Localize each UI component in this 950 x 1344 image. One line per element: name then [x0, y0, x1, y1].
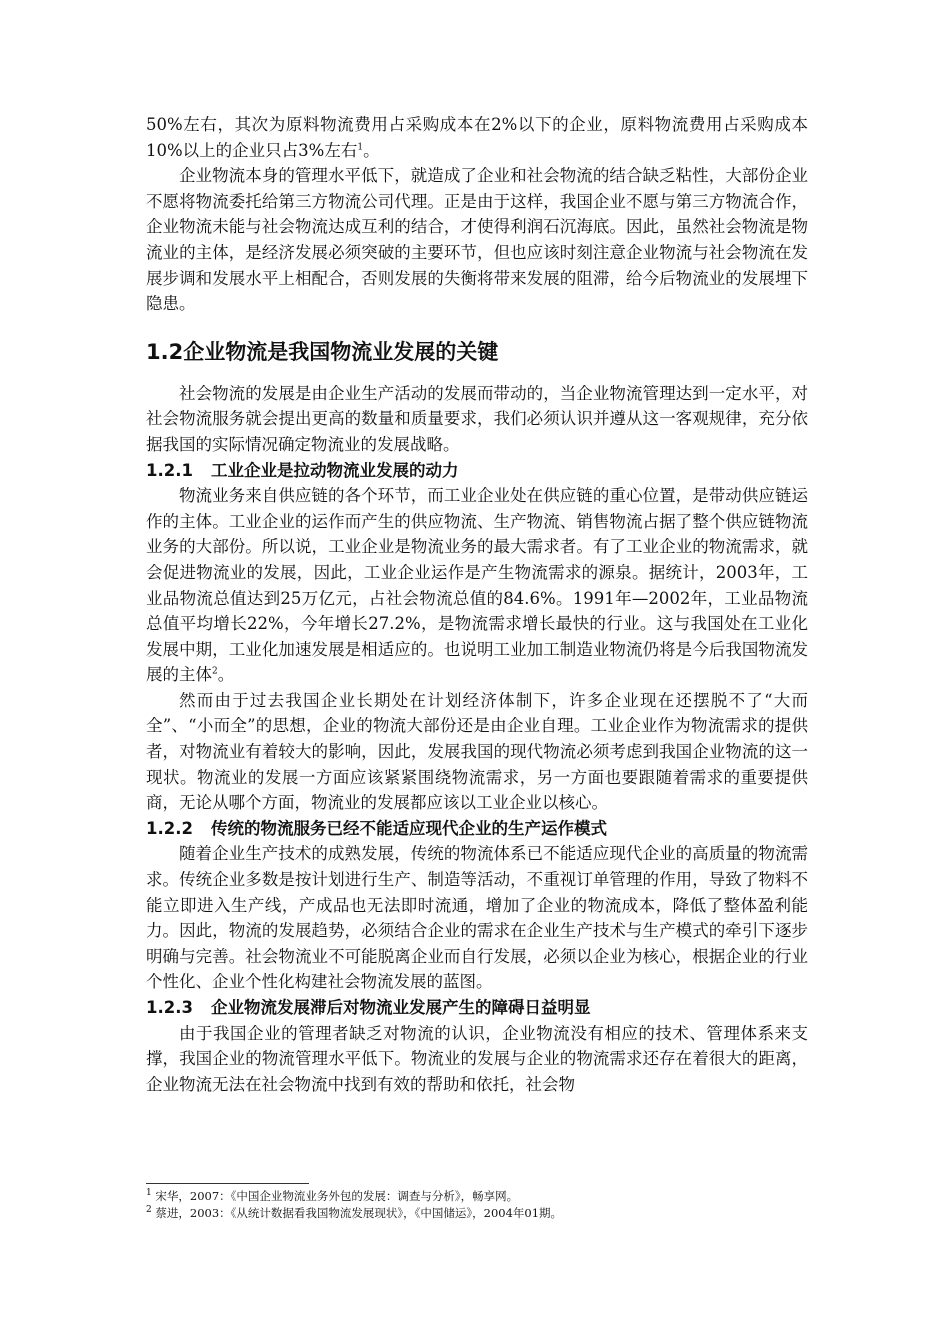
subsection-heading-1-2-1 [146, 458, 808, 484]
footnote-mark: 2 [146, 1205, 152, 1216]
section-1-2-intro: 社会物流的发展是由企业生产活动的发展而带动的，当企业物流管理达到一定水平，对社会物流服务就会提出更高的数量和质量要求，我们必须认识并遵从这一客观规律，充分依据我国的实际情况确定物流业的发展战略。 [146, 383, 808, 454]
subsection-1-2-2-para-1: 随着企业生产技术的成熟发展，传统的物流体系已不能适应现代企业的高质量的物流需求。传统企业多数是按计划进行生产、制造等活动，不重视订单管理的作用，导致了物料不能立即进入生产线，产成品也无法即时流通，增加了企业的物流成本，降低了整体盈利能力。因此，物流的发展趋势，必须结合企业的需求在企业生产技术与生产模式的牵引下逐步明确与完善。社会物流业不可能脱离企业而自行发展，必须以企业为核心，根据企业的行业个性化、企业个性化构建社会物流发展的蓝图。 [146, 844, 808, 992]
subsection-number: 1.2.2 [146, 818, 193, 838]
subsection-1-2-1-para-1: 物流业务来自供应链的各个环节，而工业企业处在供应链的重心位置，是带动供应链运作的主体。工业企业的运作而产生的供应物流、生产物流、销售物流占据了整个供应链物流业务的大部份。所以说，工业企业是物流业务的最大需求者。有了工业企业的物流需求，就会促进物流业的发展，因此，工业企业运作是产生物流需求的源泉。据统计，2003年，工业品物流总值达到25万亿元，占社会物流总值的84.6%。1991年—2002年，工业品物流总值平均增长22%，今年增长27.2%，是物流需求增长最快的行业。这与我国处在工业化发展中期，工业化加速发展是相适应的。也说明工业加工制造业物流仍将是今后我国物流发展的主体$^2$。 [146, 486, 808, 685]
footnote-2 [146, 1205, 808, 1222]
footnote-1 [146, 1188, 808, 1205]
footnote-divider [146, 1183, 309, 1184]
footnote-ref-1[interactable]: 1 [357, 142, 364, 153]
footnotes [146, 1183, 808, 1222]
subsection-title: 企业物流发展滞后对物流业发展产生的障碍日益明显 [210, 998, 591, 1017]
footnote-mark: 1 [146, 1188, 152, 1199]
subsection-1-2-1-para-2: 然而由于过去我国企业长期处在计划经济体制下，许多企业现在还摆脱不了“大而全”、“小而全”的思想，企业的物流大部份还是由企业自理。工业企业作为物流需求的提供者，对物流业有着较大的影响，因此，发展我国的现代物流必须考虑到我国企业物流的这一现状。物流业的发展一方面应该紧紧围绕物流需求，另一方面也要跟随着需求的重要提供商，无论从哪个方面，物流业的发展都应该以工业企业以核心。 [146, 690, 808, 813]
subsection-heading-1-2-2 [146, 816, 808, 842]
subsection-number: 1.2.1 [146, 460, 193, 480]
footnote-text: 蔡进，2003：《从统计数据看我国物流发展现状》，《中国储运》，2004年01期。 [155, 1206, 563, 1220]
footnote-text: 宋华，2007：《中国企业物流业务外包的发展：调查与分析》，畅享网。 [155, 1189, 519, 1203]
paragraph-enterprise-logistics: 企业物流本身的管理水平低下，就造成了企业和社会物流的结合缺乏粘性，大部份企业不愿将物流委托给第三方物流公司代理。正是由于这样，我国企业不愿与第三方物流合作，企业物流未能与社会物流达成互利的结合，才使得利润石沉海底。因此，虽然社会物流是物流业的主体，是经济发展必须突破的主要环节，但也应该时刻注意企业物流与社会物流在发展步调和发展水平上相配合，否则发展的失衡将带来发展的阻滞，给今后物流业的发展埋下隐患。 [146, 166, 808, 314]
section-heading-1-2: 1.2企业物流是我国物流业发展的关键 [146, 339, 499, 364]
document-body [146, 112, 808, 1097]
subsection-heading-1-2-3 [146, 995, 808, 1021]
paragraph-continuation: 50%左右，其次为原料物流费用占采购成本在2%以下的企业，原料物流费用占采购成本10%以上的企业只占3%左右$^1$。 [146, 115, 808, 160]
footnote-ref-2[interactable]: 2 [212, 666, 218, 677]
subsection-title: 传统的物流服务已经不能适应现代企业的生产运作模式 [210, 818, 607, 838]
subsection-number: 1.2.3 [146, 998, 193, 1017]
subsection-title: 工业企业是拉动物流业发展的动力 [210, 460, 459, 480]
subsection-1-2-3-para-1: 由于我国企业的管理者缺乏对物流的认识，企业物流没有相应的技术、管理体系来支撑，我国企业的物流管理水平低下。物流业的发展与企业的物流需求还存在着很大的距离，企业物流无法在社会物流中找到有效的帮助和依托，社会物 [146, 1023, 808, 1094]
